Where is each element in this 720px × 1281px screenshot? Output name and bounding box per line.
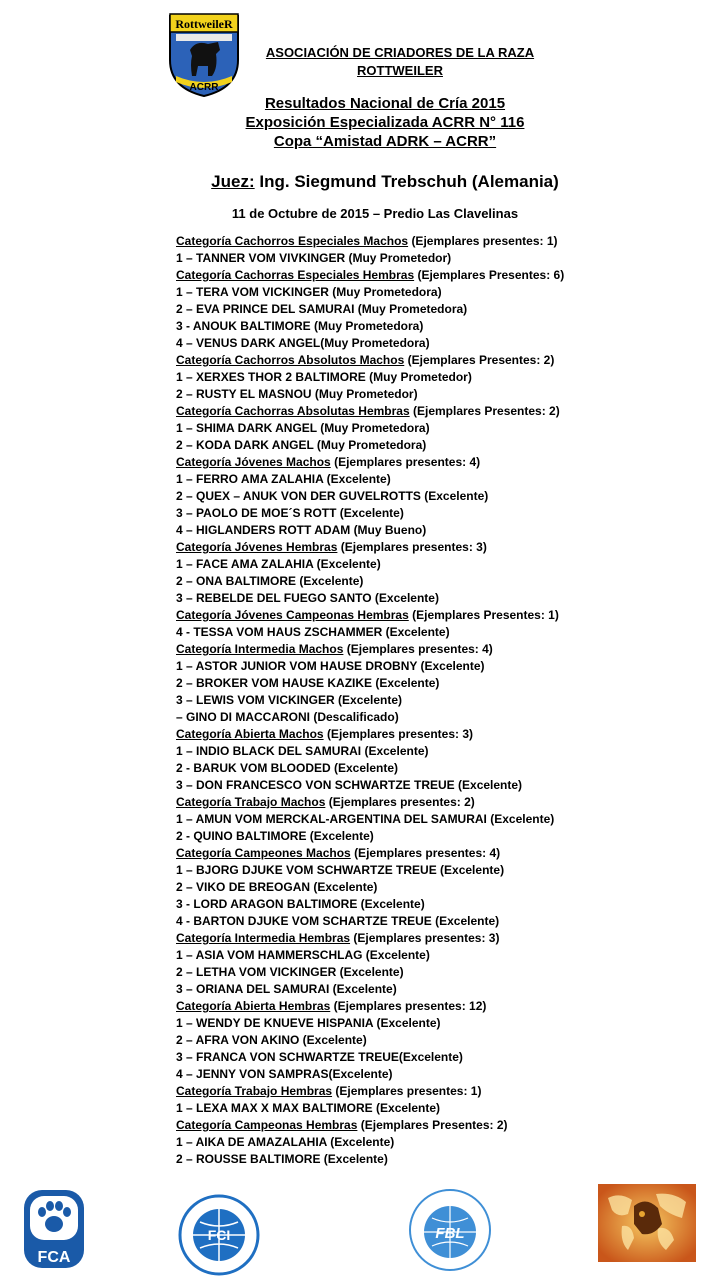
result-entry: 2 – QUEX – ANUK VON DER GUVELROTTS (Excelente) <box>176 489 489 503</box>
judge-name: Ing. Siegmund Trebschuh (Alemania) <box>259 172 559 191</box>
category-count: (Ejemplares presentes: 12) <box>333 999 487 1013</box>
result-entry: 2 – EVA PRINCE DEL SAMURAI (Muy Prometedora) <box>176 302 468 316</box>
exhibition-title: Exposición Especializada ACRR N° 116 <box>245 114 525 131</box>
category-name: Categoría Cachorras Absolutas Hembras <box>176 404 410 418</box>
fca-label: FCA <box>37 1249 71 1266</box>
result-entry: 1 – ASIA VOM HAMMERSCHLAG (Excelente) <box>176 948 430 962</box>
category-name: Categoría Campeones Machos <box>176 846 351 860</box>
category-name: Categoría Intermedia Machos <box>176 642 344 656</box>
category-name: Categoría Trabajo Machos <box>176 795 326 809</box>
result-entry: 1 – LEXA MAX X MAX BALTIMORE (Excelente) <box>176 1101 441 1115</box>
fbl-label: FBL <box>435 1225 465 1242</box>
category-count: (Ejemplares presentes: 4) <box>334 455 481 469</box>
result-entry: 3 - LORD ARAGON BALTIMORE (Excelente) <box>176 897 425 911</box>
category-count: (Ejemplares presentes: 4) <box>354 846 501 860</box>
category-header <box>176 998 716 1015</box>
category-count: (Ejemplares Presentes: 1) <box>412 608 559 622</box>
category-name: Categoría Jóvenes Campeonas Hembras <box>176 608 409 622</box>
result-entry: 4 – JENNY VON SAMPRAS(Excelente) <box>176 1067 393 1081</box>
result-entry: 1 – TERA VOM VICKINGER (Muy Prometedora) <box>176 285 442 299</box>
result-entry: 4 - BARTON DJUKE VOM SCHARTZE TREUE (Excelente) <box>176 914 500 928</box>
category-count: (Ejemplares presentes: 2) <box>328 795 475 809</box>
result-entry: 2 – KODA DARK ANGEL (Muy Prometedora) <box>176 438 427 452</box>
result-entry: 2 – AFRA VON AKINO (Excelente) <box>176 1033 367 1047</box>
category-count: (Ejemplares Presentes: 2) <box>407 353 555 367</box>
category-count: (Ejemplares Presentes: 6) <box>417 268 565 282</box>
result-entry: 3 – LEWIS VOM VICKINGER (Excelente) <box>176 693 403 707</box>
cup-title: Copa “Amistad ADRK – ACRR” <box>273 133 497 150</box>
judge-line <box>120 172 650 192</box>
judge-label: Juez: <box>211 172 255 191</box>
result-entry: 2 – ROUSSE BALTIMORE (Excelente) <box>176 1152 388 1166</box>
category-header <box>176 930 716 947</box>
category-name: Categoría Campeonas Hembras <box>176 1118 358 1132</box>
result-entry: 4 – VENUS DARK ANGEL(Muy Prometedora) <box>176 336 430 350</box>
category-count: (Ejemplares presentes: 4) <box>346 642 493 656</box>
category-header <box>176 607 716 624</box>
title-block <box>170 94 600 151</box>
result-entry: 3 – DON FRANCESCO VON SCHWARTZE TREUE (Excelente) <box>176 778 523 792</box>
result-entry: 1 – FERRO AMA ZALAHIA (Excelente) <box>176 472 391 486</box>
association-line-1: ASOCIACIÓN DE CRIADORES DE LA RAZA <box>265 45 535 60</box>
category-header <box>176 403 716 420</box>
category-header <box>176 539 716 556</box>
result-entry: 2 - QUINO BALTIMORE (Excelente) <box>176 829 374 843</box>
category-count: (Ejemplares presentes: 1) <box>411 234 558 248</box>
category-name: Categoría Cachorros Especiales Machos <box>176 234 409 248</box>
fci-logo <box>178 1194 260 1276</box>
result-entry: 2 – BROKER VOM HAUSE KAZIKE (Excelente) <box>176 676 440 690</box>
result-entry: 1 – XERXES THOR 2 BALTIMORE (Muy Prometedor) <box>176 370 472 384</box>
result-entry: 1 – ASTOR JUNIOR VOM HAUSE DROBNY (Excelente) <box>176 659 485 673</box>
result-entry: 2 - BARUK VOM BLOODED (Excelente) <box>176 761 399 775</box>
result-entry: 1 – BJORG DJUKE VOM SCHWARTZE TREUE (Excelente) <box>176 863 505 877</box>
category-header <box>176 726 716 743</box>
result-entry: 1 – SHIMA DARK ANGEL (Muy Prometedora) <box>176 421 430 435</box>
category-count: (Ejemplares presentes: 3) <box>353 931 500 945</box>
acrr-logo <box>166 10 242 98</box>
category-header <box>176 352 716 369</box>
association-line-2: ROTTWEILER <box>357 63 443 78</box>
result-entry: 1 – AIKA DE AMAZALAHIA (Excelente) <box>176 1135 395 1149</box>
result-entry: 2 – LETHA VOM VICKINGER (Excelente) <box>176 965 404 979</box>
result-entry: 4 - TESSA VOM HAUS ZSCHAMMER (Excelente) <box>176 625 450 639</box>
result-entry: 3 – ORIANA DEL SAMURAI (Excelente) <box>176 982 397 996</box>
result-entry: 1 – TANNER VOM VIVKINGER (Muy Prometedor) <box>176 251 452 265</box>
date-place: 11 de Octubre de 2015 – Predio Las Clavelinas <box>231 206 519 221</box>
logo-acronym: ACRR <box>189 82 219 93</box>
result-entry: 1 – INDIO BLACK DEL SAMURAI (Excelente) <box>176 744 429 758</box>
result-entry: 1 – AMUN VOM MERCKAL-ARGENTINA DEL SAMURAI (Excelente) <box>176 812 555 826</box>
result-entry: 2 – RUSTY EL MASNOU (Muy Prometedor) <box>176 387 418 401</box>
category-name: Categoría Cachorros Absolutos Machos <box>176 353 405 367</box>
category-header <box>176 845 716 862</box>
result-entry: 3 - ANOUK BALTIMORE (Muy Prometedora) <box>176 319 424 333</box>
category-name: Categoría Intermedia Hembras <box>176 931 351 945</box>
association-name <box>250 44 550 80</box>
results-list <box>176 233 716 1168</box>
fci-label: FCI <box>207 1227 231 1243</box>
category-name: Categoría Abierta Machos <box>176 727 324 741</box>
result-entry: 3 – PAOLO DE MOE´S ROTT (Excelente) <box>176 506 404 520</box>
category-name: Categoría Cachorras Especiales Hembras <box>176 268 415 282</box>
category-name: Categoría Jóvenes Hembras <box>176 540 338 554</box>
world-map-logo <box>598 1184 696 1262</box>
fbl-logo <box>408 1188 492 1272</box>
category-header <box>176 1117 716 1134</box>
result-entry: 3 – FRANCA VON SCHWARTZE TREUE(Excelente) <box>176 1050 463 1064</box>
result-entry: 1 – FACE AMA ZALAHIA (Excelente) <box>176 557 381 571</box>
category-name: Categoría Jóvenes Machos <box>176 455 331 469</box>
category-header <box>176 267 716 284</box>
category-header <box>176 1083 716 1100</box>
category-header <box>176 233 716 250</box>
result-entry: 3 – REBELDE DEL FUEGO SANTO (Excelente) <box>176 591 439 605</box>
result-entry: 2 – ONA BALTIMORE (Excelente) <box>176 574 364 588</box>
category-count: (Ejemplares Presentes: 2) <box>412 404 560 418</box>
category-count: (Ejemplares presentes: 3) <box>326 727 473 741</box>
result-entry: 2 – VIKO DE BREOGAN (Excelente) <box>176 880 378 894</box>
category-name: Categoría Abierta Hembras <box>176 999 331 1013</box>
footer-logos <box>0 1184 720 1274</box>
result-entry: 1 – WENDY DE KNUEVE HISPANIA (Excelente) <box>176 1016 441 1030</box>
category-count: (Ejemplares Presentes: 2) <box>360 1118 508 1132</box>
result-entry: – GINO DI MACCARONI (Descalificado) <box>176 710 399 724</box>
category-name: Categoría Trabajo Hembras <box>176 1084 333 1098</box>
category-count: (Ejemplares presentes: 1) <box>335 1084 482 1098</box>
category-count: (Ejemplares presentes: 3) <box>340 540 487 554</box>
category-header <box>176 794 716 811</box>
logo-title: RottweileR <box>175 17 233 31</box>
category-header <box>176 454 716 471</box>
results-title: Resultados Nacional de Cría 2015 <box>264 95 506 112</box>
category-header <box>176 641 716 658</box>
fca-logo <box>22 1188 86 1270</box>
result-entry: 4 – HIGLANDERS ROTT ADAM (Muy Bueno) <box>176 523 427 537</box>
